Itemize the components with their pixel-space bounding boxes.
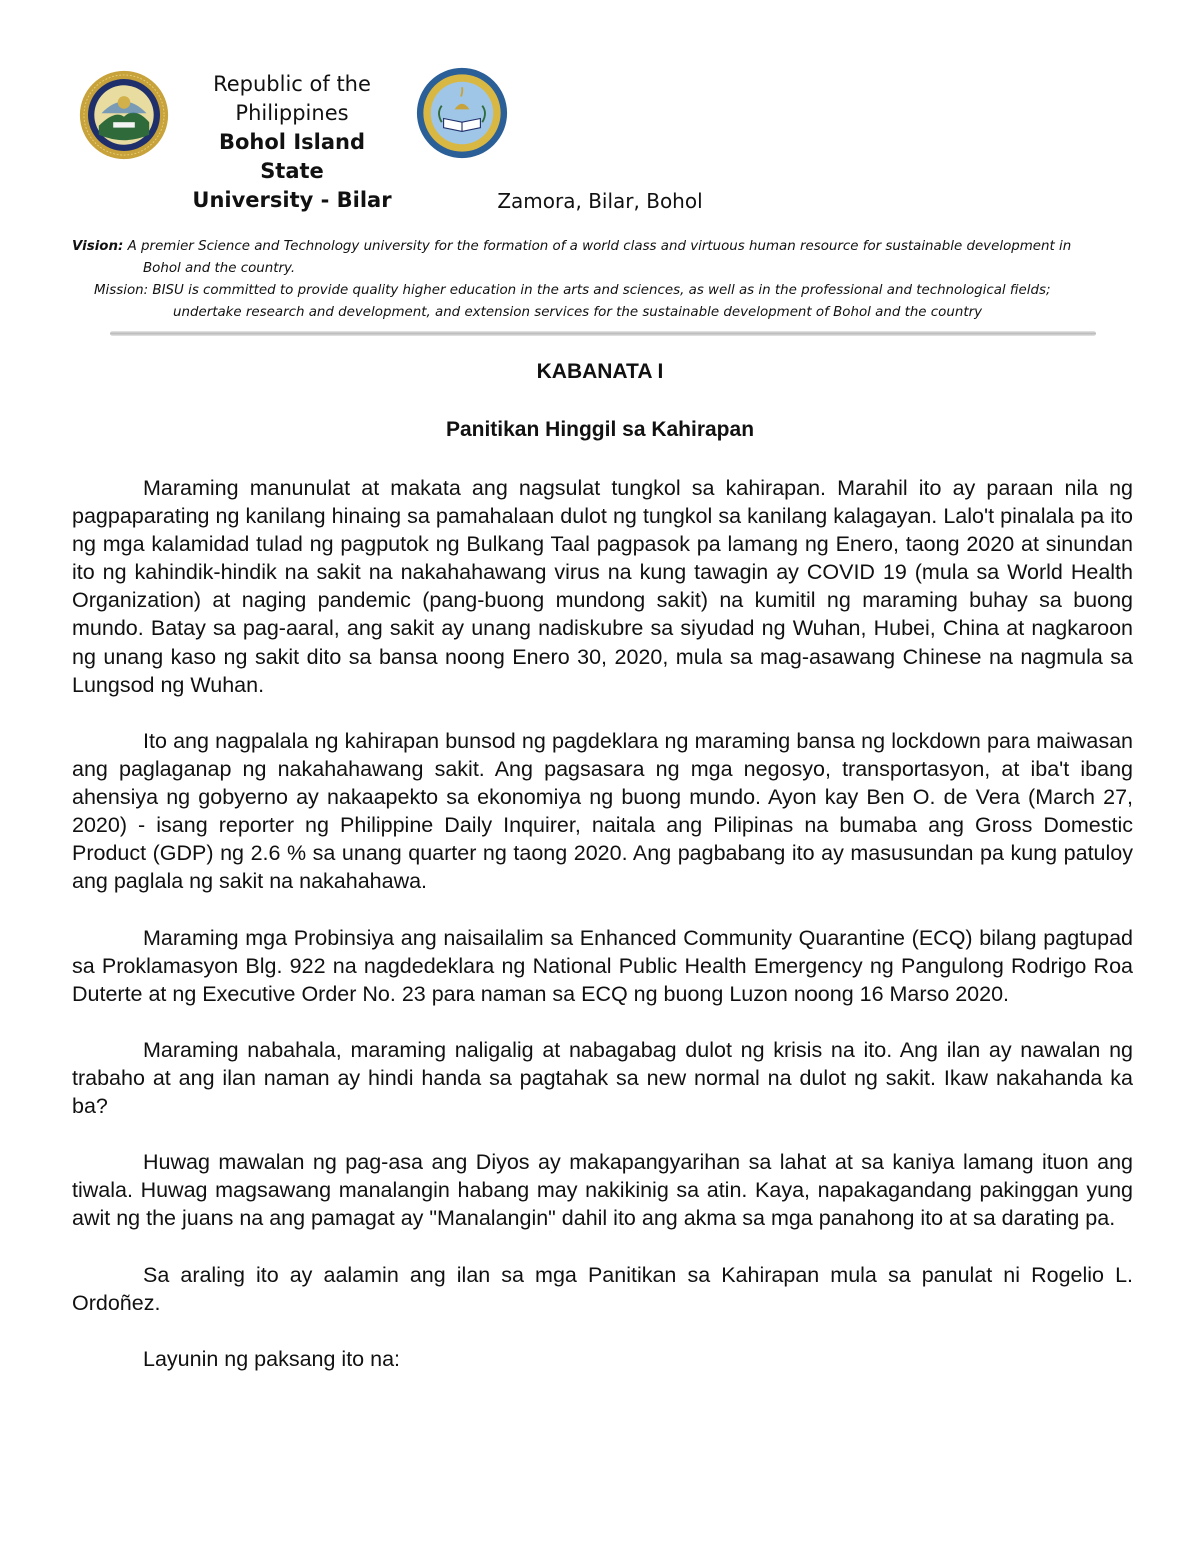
lesson-title: Panitikan Hinggil sa Kahirapan: [445, 418, 755, 441]
mission-statement: [94, 280, 1051, 302]
campus-address: Zamora, Bilar, Bohol: [497, 189, 703, 213]
university-line-2: University - Bilar: [192, 188, 392, 212]
paragraph: Layunin ng paksang ito na:: [143, 1346, 401, 1371]
paragraph: Ito ang nagpalala ng kahirapan bunsod ng pagdeklara ng maraming bansa ng lockdown para maiwasan ang paglaganap ng nakahahawang sakit. Ang pagsasara ng mga negosyo, transportasyon, at iba't ibang ahensiya ng gobyerno ay nakaapekto sa ekonomiya ng buong mundo. Ayon kay Ben O. de Vera (March 27, 2020) - isang reporter ng Philippine Daily Inquirer, naitala ang Pilipinas na bumaba ang Gross Domestic Product (GDP) ng 2.6 % sa unang quarter ng taong 2020. Ang pagbabang ito ay masusundan pa kung patuloy ang paglala ng sakit na nakahahawa.: [72, 728, 1133, 894]
mission-text-line-1: BISU is committed to provide quality higher education in the arts and sciences, as well as in the professional and technological fields;: [152, 283, 1051, 298]
university-line-1: Bohol Island State: [219, 130, 365, 183]
vision-text-line-2: Bohol and the country.: [143, 261, 296, 276]
vision-label: Vision:: [72, 239, 124, 254]
republic-line-2: Philippines: [235, 101, 349, 125]
paragraph: Huwag mawalan ng pag-asa ang Diyos ay makapangyarihan sa lahat at sa kaniya lamang ituon ang tiwala. Huwag magsawang manalangin habang may nakikinig sa atin. Kaya, napakagandang pakinggan yung awit ng the juans na ang pamagat ay "Manalangin" dahil ito ang akma sa mga panahong ito at sa darating pa.: [72, 1150, 1133, 1231]
chapter-title: KABANATA I: [536, 360, 664, 383]
header-divider: [110, 331, 1096, 336]
paragraph: Maraming manunulat at makata ang nagsulat tungkol sa kahirapan. Marahil ito ay paraan nila ng pagpaparating ng kanilang hinaing sa pamahalaan dulot ng tungkol sa kanilang kalagayan. Lalo't pinalala pa ito ng mga kalamidad tulad ng pagputok ng Bulkang Taal pagpasok pa lamang ng Enero, taong 2020 at sinundan ito ng kahindik-hindik na sakit na nakahahawang virus na kung tawagin ay COVID 19 (mula sa World Health Organization) at naging pandemic (pang-buong mundong sakit) na kumitil ng maraming buhay sa buong mundo. Batay sa pag-aaral, ang sakit ay unang nadiskubre sa siyudad ng Wuhan, Hubei, China at nagkaroon ng unang kaso ng sakit dito sa bansa noong Enero 30, 2020, mula sa mag-asawang Chinese na nagmula sa Lungsod ng Wuhan.: [72, 476, 1133, 697]
mission-label: Mission:: [94, 283, 149, 298]
college-seal-logo: [416, 67, 508, 159]
paragraph: Maraming mga Probinsiya ang naisailalim sa Enhanced Community Quarantine (ECQ) bilang pagtupad sa Proklamasyon Blg. 922 na nagdedeklara ng National Public Health Emergency ng Pangulong Rodrigo Roa Duterte at ng Executive Order No. 23 para naman sa ECQ ng buong Luzon noong 16 Marso 2020.: [72, 925, 1133, 1006]
institution-header: [186, 70, 398, 215]
vision-statement: [72, 236, 1071, 258]
vision-text-line-1: A premier Science and Technology university for the formation of a world class and virtuous human resource for sustainable development in: [127, 239, 1072, 254]
paragraph: Sa araling ito ay aalamin ang ilan sa mga Panitikan sa Kahirapan mula sa panulat ni Rogelio L. Ordoñez.: [72, 1262, 1133, 1315]
republic-line-1: Republic of the: [213, 72, 371, 96]
bisu-seal-logo: [79, 70, 169, 160]
document-body: [72, 474, 1133, 1401]
mission-text-line-2: undertake research and development, and extension services for the sustainable development of Bohol and the country: [173, 305, 983, 320]
paragraph: Maraming nabahala, maraming naligalig at nabagabag dulot ng krisis na ito. Ang ilan ay nawalan ng trabaho at ang ilan naman ay hindi handa sa pagtahak sa new normal na dulot ng sakit. Ikaw nakahanda ka ba?: [72, 1037, 1133, 1119]
